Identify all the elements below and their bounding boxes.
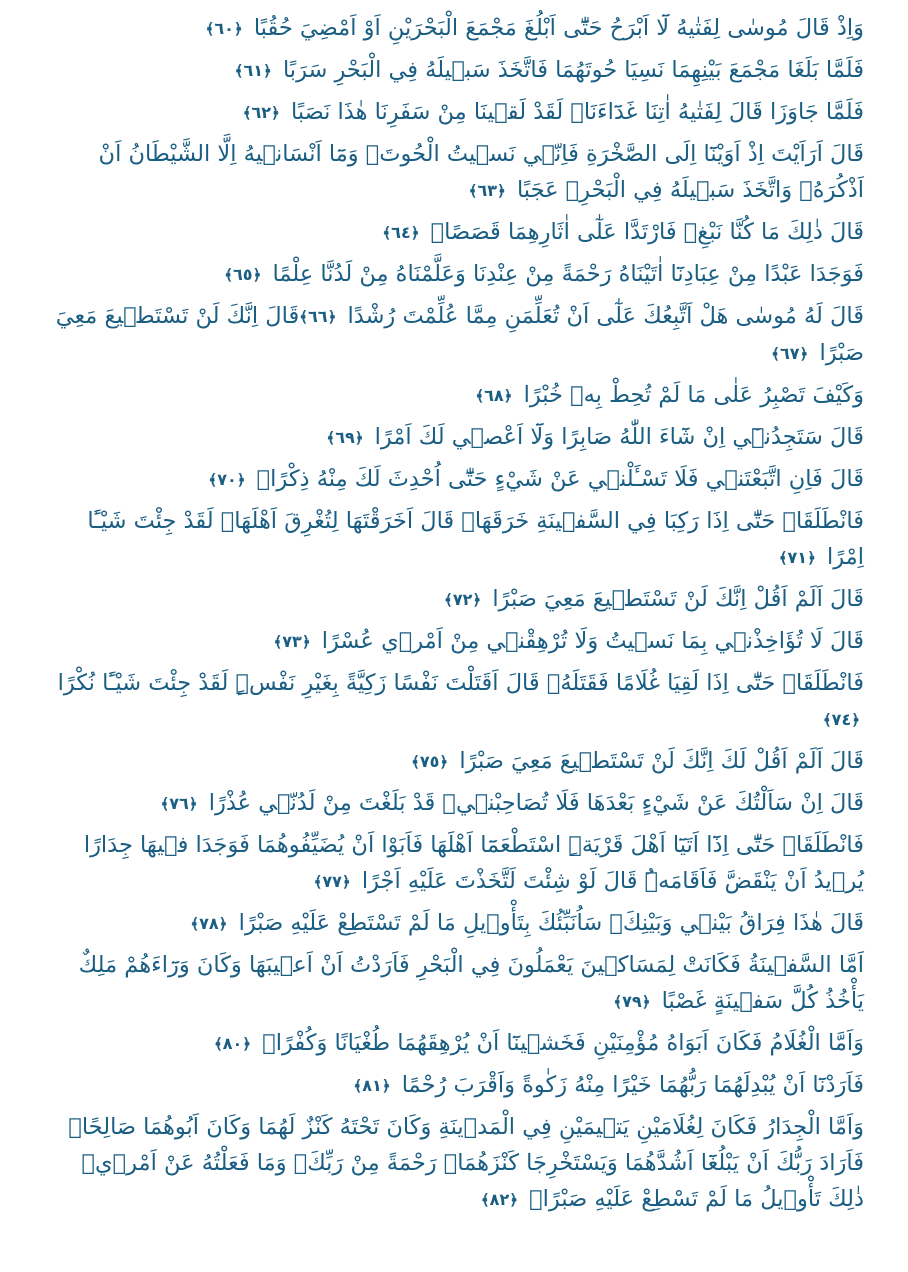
verse-number-marker: ﴿٧٢﴾: [444, 590, 482, 609]
verse-78: [54, 905, 864, 942]
verse-61: [54, 52, 864, 89]
verse-73: [54, 623, 864, 660]
verse-77: [54, 827, 864, 900]
verse-text: قَالَ لَا تُؤَاخِذْنٖي بِمَا نَسٖيتُ وَلَا تُرْهِقْنٖي مِنْ اَمْرٖي عُسْرًا: [321, 628, 864, 654]
verse-text: قَالَ اِنَّكَ لَنْ تَسْتَطٖيعَ مَعِيَ صَبْرًا: [55, 303, 864, 366]
verse-62: [54, 94, 864, 131]
verse-number-marker: ﴿٦٢﴾: [242, 103, 280, 122]
verse-text: قَالَ فَاِنِ اتَّبَعْتَنٖي فَلَا تَسْـَٔلْنٖي عَنْ شَيْءٍ حَتّٰٓى اُحْدِثَ لَكَ مِنْهُ ذِكْرًاۚ: [256, 466, 864, 492]
verse-number-marker: ﴿٧٩﴾: [613, 992, 651, 1011]
verse-number-marker: ﴿٦٨﴾: [475, 386, 513, 405]
verse-number-marker: ﴿٦٤﴾: [382, 223, 420, 242]
verse-text: قَالَ سَتَجِدُنٖٓي اِنْ شَٓاءَ اللّٰهُ صَابِرًا وَلَٓا اَعْصٖي لَكَ اَمْرًا: [374, 424, 864, 450]
verse-text: فَانْطَلَقَاࣞ حَتّٰٓى اِذَا رَكِبَا فِي السَّفٖينَةِ خَرَقَهَاۜ قَالَ اَخَرَقْتَهَا لِتُغْرِقَ اَهْلَهَاۚ لَقَدْ جِئْتَ شَيْـًٔا اِمْرًا: [87, 508, 864, 570]
verse-number-marker: ﴿٦٧﴾: [771, 344, 809, 363]
verse-number-marker: ﴿٦٩﴾: [326, 428, 364, 447]
verse-number-marker: ﴿٦٦﴾: [299, 307, 337, 326]
verse-number-marker: ﴿٧٤﴾: [822, 710, 860, 729]
verse-66-67: [54, 298, 864, 372]
verse-text: وَاِذْ قَالَ مُوسٰى لِفَتٰيهُ لَٓا اَبْرَحُ حَتّٰٓى اَبْلُغَ مَجْمَعَ الْبَحْرَيْنِ اَوْ اَمْضِيَ حُقُبًا: [253, 15, 864, 41]
verse-64: [54, 214, 864, 251]
verse-70: [54, 461, 864, 498]
verse-text: قَالَ لَهُ مُوسٰى هَلْ اَتَّبِعُكَ عَلٰٓى اَنْ تُعَلِّمَنِ مِمَّا عُلِّمْتَ رُشْدًا: [347, 303, 864, 329]
verse-number-marker: ﴿٧٨﴾: [190, 914, 228, 933]
verse-text: قَالَ اَرَاَيْتَ اِذْ اَوَيْنَٓا اِلَى الصَّخْرَةِ فَاِنّٖي نَسٖيتُ الْحُوتَۘ وَمَٓا اَنْسَانٖيهُ اِلَّا الشَّيْطَانُ اَنْ اَذْكُرَهُۚ وَاتَّخَذَ سَبٖيلَهُ فِي الْبَحْرِۗ عَجَبًا: [98, 141, 864, 203]
verse-text: اَمَّا السَّفٖينَةُ فَكَانَتْ لِمَسَاكٖينَ يَعْمَلُونَ فِي الْبَحْرِ فَاَرَدْتُ اَنْ اَعٖيبَهَا وَكَانَ وَرَٓاءَهُمْ مَلِكٌ يَأْخُذُ كُلَّ سَفٖينَةٍ غَصْبًا: [78, 952, 864, 1014]
verse-number-marker: ﴿٧١﴾: [778, 548, 816, 567]
verse-80: [54, 1025, 864, 1062]
verse-text: قَالَ اَلَمْ اَقُلْ اِنَّكَ لَنْ تَسْتَطٖيعَ مَعِيَ صَبْرًا: [492, 586, 864, 612]
verse-79: [54, 947, 864, 1020]
verse-text: وَاَمَّا الْغُلَامُ فَكَانَ اَبَوَاهُ مُؤْمِنَيْنِ فَخَشٖينَٓا اَنْ يُرْهِقَهُمَا طُغْيَانًا وَكُفْرًاۚ: [262, 1030, 864, 1056]
verse-74: [54, 665, 864, 738]
verse-number-marker: ﴿٨١﴾: [353, 1076, 391, 1095]
verse-text: وَاَمَّا الْجِدَارُ فَكَانَ لِغُلَامَيْنِ يَتٖيمَيْنِ فِي الْمَدٖينَةِ وَكَانَ تَحْتَهُ كَنْزٌ لَهُمَا وَكَانَ اَبُوهُمَا صَالِحًاۚ فَاَرَادَ رَبُّكَ اَنْ يَبْلُغَٓا اَشُدَّهُمَا وَيَسْتَخْرِجَا كَنْزَهُمَاۗ رَحْمَةً مِنْ رَبِّكَۚ وَمَا فَعَلْتُهُ عَنْ اَمْرٖيۜ ذٰلِكَ تَأْوٖيلُ مَا لَمْ تَسْطِعْ عَلَيْهِ صَبْرًاۜ: [68, 1114, 864, 1212]
verse-63: [54, 136, 864, 209]
verse-text: فَانْطَلَقَاࣞ حَتّٰٓى اِذَا لَقِيَا غُلَامًا فَقَتَلَهُۙ قَالَ اَقَتَلْتَ نَفْسًا زَكِيَّةً بِغَيْرِ نَفْسٍۜ لَقَدْ جِئْتَ شَيْـًٔا نُكْرًا: [57, 670, 864, 696]
verse-text: قَالَ اِنْ سَاَلْتُكَ عَنْ شَيْءٍ بَعْدَهَا فَلَا تُصَاحِبْنٖيۚ قَدْ بَلَغْتَ مِنْ لَدُنّٖي عُذْرًا: [208, 790, 864, 816]
verse-number-marker: ﴿٧٥﴾: [411, 752, 449, 771]
verse-text: قَالَ اَلَمْ اَقُلْ لَكَ اِنَّكَ لَنْ تَسْتَطٖيعَ مَعِيَ صَبْرًا: [459, 748, 864, 774]
verse-text: فَلَمَّا بَلَغَا مَجْمَعَ بَيْنِهِمَا نَسِيَا حُوتَهُمَا فَاتَّخَذَ سَبٖيلَهُ فِي الْبَحْرِ سَرَبًا: [282, 57, 864, 83]
verse-text: قَالَ ذٰلِكَ مَا كُنَّا نَبْغِۗ فَارْتَدَّا عَلٰٓى اٰثَارِهِمَا قَصَصًاۙ: [430, 219, 864, 245]
verse-number-marker: ﴿٧٧﴾: [313, 872, 351, 891]
verse-60: [54, 10, 864, 47]
verse-number-marker: ﴿٦٥﴾: [224, 265, 262, 284]
verse-text: فَوَجَدَا عَبْدًا مِنْ عِبَادِنَٓا اٰتَيْنَاهُ رَحْمَةً مِنْ عِنْدِنَا وَعَلَّمْنَاهُ مِنْ لَدُنَّا عِلْمًا: [272, 261, 864, 287]
verse-text: وَكَيْفَ تَصْبِرُ عَلٰى مَا لَمْ تُحِطْ بِهٖ خُبْرًا: [523, 382, 864, 408]
verse-number-marker: ﴿٧٠﴾: [208, 470, 246, 489]
verse-text: فَانْطَلَقَاࣞ حَتّٰٓى اِذَٓا اَتَيَٓا اَهْلَ قَرْيَةِۨ اسْتَطْعَمَٓا اَهْلَهَا فَاَبَوْا اَنْ يُضَيِّفُوهُمَا فَوَجَدَا فٖيهَا جِدَارًا يُرٖيدُ اَنْ يَنْقَضَّ فَاَقَامَهُۜ قَالَ لَوْ شِئْتَ لَتَّخَذْتَ عَلَيْهِ اَجْرًا: [83, 832, 864, 894]
verse-68: [54, 377, 864, 414]
verse-82: [54, 1109, 864, 1218]
verse-72: [54, 581, 864, 618]
verse-number-marker: ﴿٨٠﴾: [213, 1034, 252, 1053]
verse-number-marker: ﴿٨٢﴾: [480, 1190, 518, 1209]
verse-number-marker: ﴿٦٠﴾: [205, 19, 243, 38]
verse-75: [54, 743, 864, 780]
verse-text: فَاَرَدْنَٓا اَنْ يُبْدِلَهُمَا رَبُّهُمَا خَيْرًا مِنْهُ زَكٰوةً وَاَقْرَبَ رُحْمًا: [401, 1072, 864, 1098]
verse-69: [54, 419, 864, 456]
verse-76: [54, 785, 864, 822]
verse-71: [54, 503, 864, 576]
verse-number-marker: ﴿٧٣﴾: [273, 632, 311, 651]
verse-number-marker: ﴿٦٣﴾: [468, 181, 506, 200]
verse-81: [54, 1067, 864, 1104]
verse-65: [54, 256, 864, 293]
verse-text: قَالَ هٰذَا فِرَاقُ بَيْنٖي وَبَيْنِكَۚ سَاُنَبِّئُكَ بِتَأْوٖيلِ مَا لَمْ تَسْتَطِعْ عَلَيْهِ صَبْرًا: [238, 910, 864, 936]
verse-number-marker: ﴿٧٦﴾: [160, 794, 198, 813]
verse-text: فَلَمَّا جَاوَزَا قَالَ لِفَتٰيهُ اٰتِنَا غَدَٓاءَنَاۘ لَقَدْ لَقٖينَا مِنْ سَفَرِنَا هٰذَا نَصَبًا: [290, 99, 864, 125]
verse-number-marker: ﴿٦١﴾: [234, 61, 272, 80]
